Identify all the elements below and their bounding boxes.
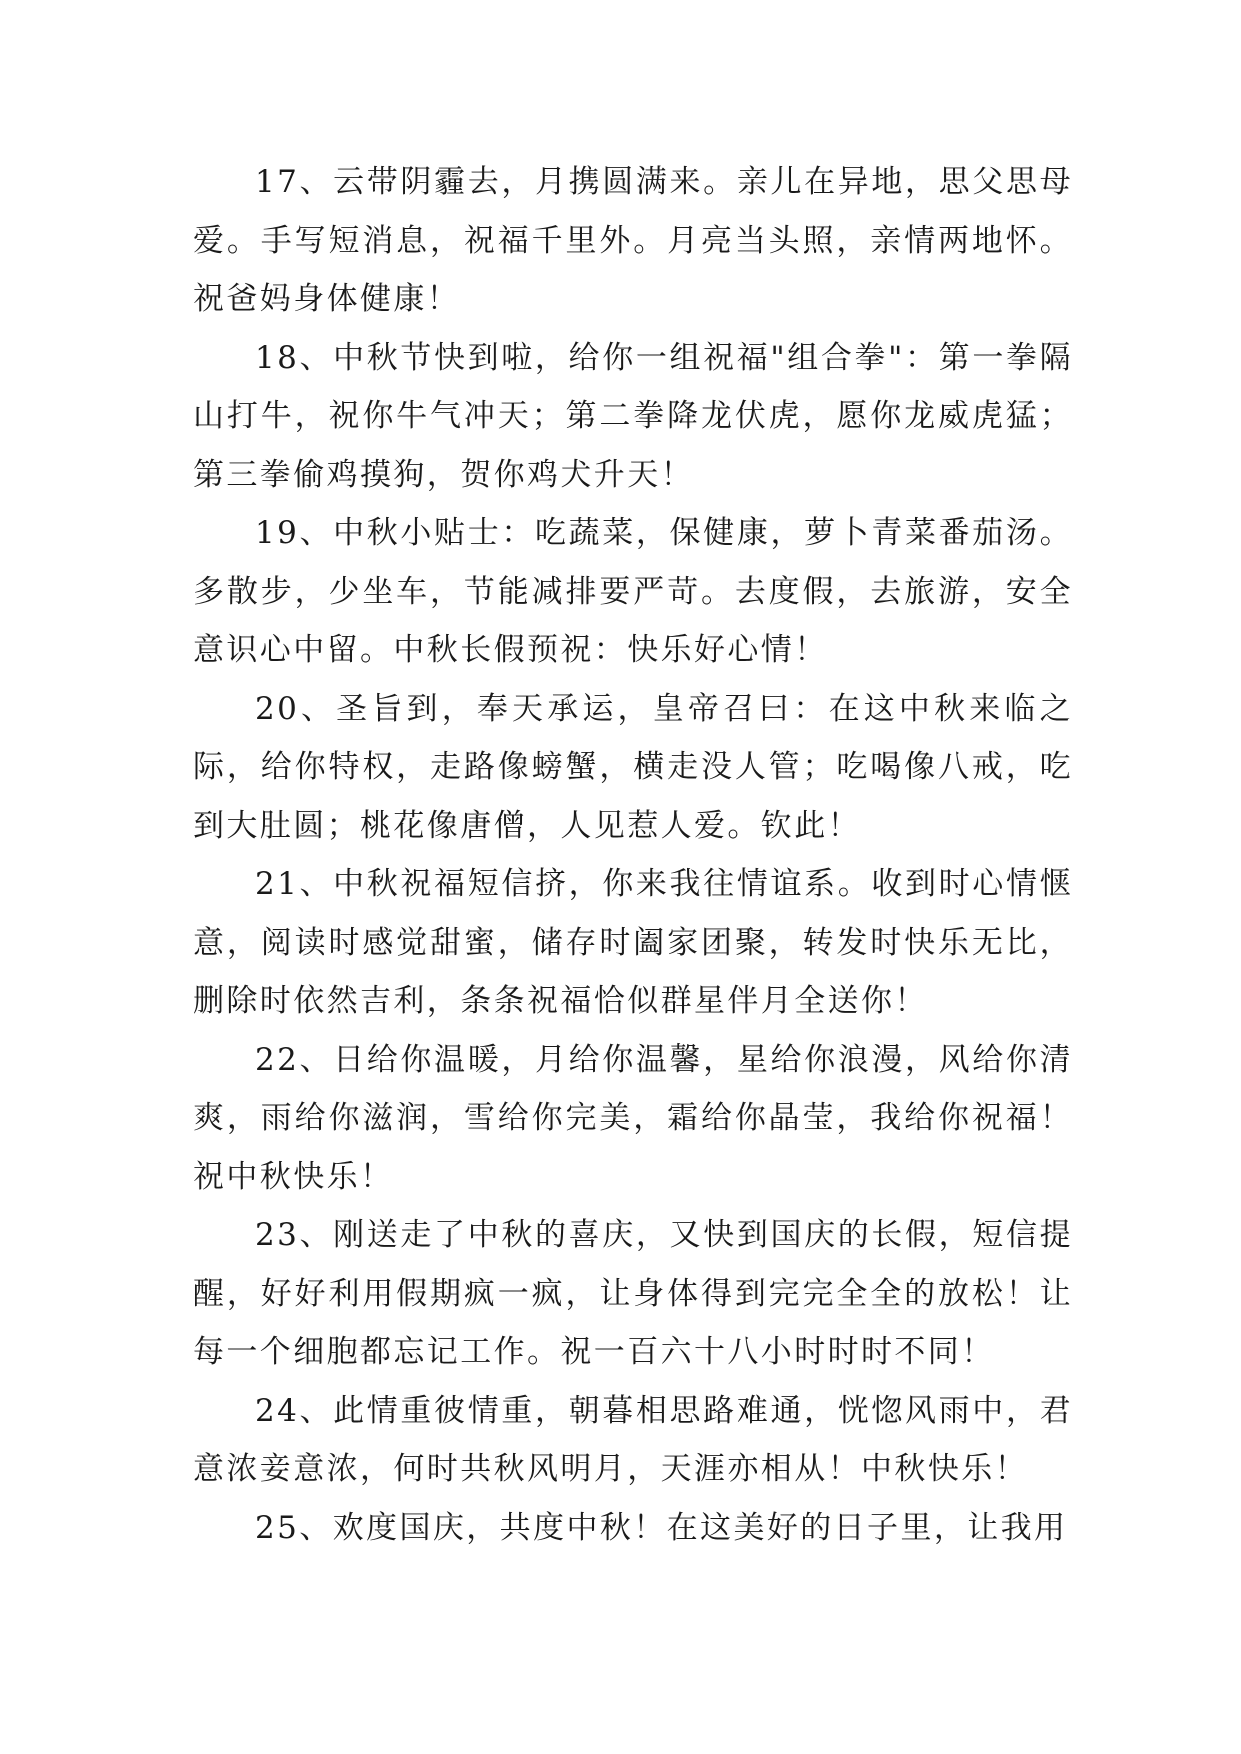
paragraph-18: 18、中秋节快到啦，给你一组祝福"组合拳"：第一拳隔山打牛，祝你牛气冲天；第二拳降龙伏虎，愿你龙威虎猛；第三拳偷鸡摸狗，贺你鸡犬升天！ <box>193 339 1073 493</box>
paragraph-25: 25、欢度国庆，共度中秋！在这美好的日子里，让我用 <box>255 1509 1068 1546</box>
document-body <box>193 153 1073 1557</box>
paragraph-21: 21、中秋祝福短信挤，你来我往情谊系。收到时心情惬意，阅读时感觉甜蜜，储存时阖家团聚，转发时快乐无比，删除时依然吉利，条条祝福恰似群星伴月全送你！ <box>193 866 1073 1019</box>
paragraph-23: 23、刚送走了中秋的喜庆，又快到国庆的长假，短信提醒，好好利用假期疯一疯，让身体得到完完全全的放松！让每一个细胞都忘记工作。祝一百六十八小时时时不同！ <box>193 1217 1073 1370</box>
paragraph-17: 17、云带阴霾去，月携圆满来。亲儿在异地，思父思母爱。手写短消息，祝福千里外。月亮当头照，亲情两地怀。祝爸妈身体健康！ <box>193 164 1073 317</box>
paragraph-22: 22、日给你温暖，月给你温馨，星给你浪漫，风给你清爽，雨给你滋润，雪给你完美，霜给你晶莹，我给你祝福！祝中秋快乐！ <box>193 1041 1073 1195</box>
paragraph-24: 24、此情重彼情重，朝暮相思路难通，恍惚风雨中，君意浓妾意浓，何时共秋风明月，天涯亦相从！中秋快乐！ <box>193 1392 1073 1487</box>
paragraph-19: 19、中秋小贴士：吃蔬菜，保健康，萝卜青菜番茄汤。多散步，少坐车，节能减排要严苛。去度假，去旅游，安全意识心中留。中秋长假预祝：快乐好心情！ <box>193 515 1073 668</box>
paragraph-20: 20、圣旨到，奉天承运，皇帝召曰：在这中秋来临之际，给你特权，走路像螃蟹，横走没人管；吃喝像八戒，吃到大肚圆；桃花像唐僧，人见惹人爱。钦此！ <box>193 690 1073 844</box>
